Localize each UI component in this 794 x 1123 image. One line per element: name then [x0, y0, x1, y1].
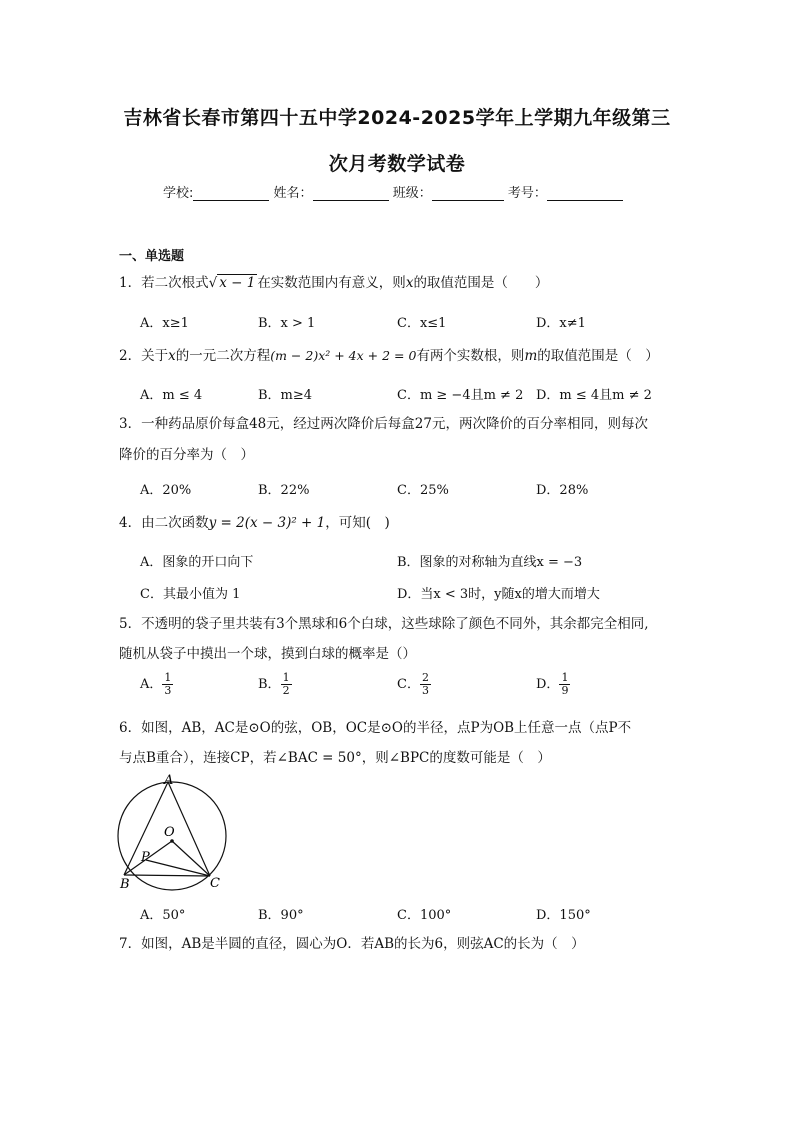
q1-radicand: x − 1 [219, 275, 256, 291]
question-3-line-1: 3．一种药品原价每盒48元，经过两次降价后每盒27元，两次降价的百分率相同，则每次 [119, 416, 648, 432]
class-label: 班级： [392, 186, 432, 201]
q2-text-post-2: 的取值范围是（ ） [537, 348, 659, 364]
label-b: B [120, 877, 130, 892]
q6-option-a[interactable]: A．50° [140, 908, 186, 923]
q1-option-b[interactable]: B．x > 1 [258, 316, 316, 331]
q5-option-b[interactable] [258, 672, 292, 697]
sqrt-symbol: √ [208, 275, 218, 291]
q5-option-a-label: A． [140, 677, 163, 692]
q4-function: y = 2(x − 3)² + 1 [208, 515, 326, 531]
denominator: 3 [421, 684, 429, 697]
q6-circle-figure [112, 772, 237, 892]
q5-option-d[interactable] [536, 672, 570, 697]
q2-text-post-1: 有两个实数根，则 [416, 348, 525, 364]
q2-option-c[interactable]: C．m ≥ −4且m ≠ 2 [397, 388, 524, 403]
school-label: 学校: [163, 186, 194, 201]
q3-option-b[interactable]: B．22% [258, 483, 310, 498]
q5-option-b-label: B． [258, 677, 281, 692]
q4-text-pre: 4．由二次函数 [119, 515, 209, 531]
q3-option-c[interactable]: C．25% [397, 483, 449, 498]
q1-option-a[interactable]: A．x≥1 [140, 316, 189, 331]
numerator: 1 [282, 671, 290, 684]
question-1 [119, 272, 548, 294]
denominator: 9 [561, 684, 569, 697]
denominator: 2 [282, 684, 290, 697]
name-field[interactable] [313, 187, 389, 201]
label-p: P [141, 850, 150, 865]
question-6-line-1: 6．如图，AB，AC是⊙O的弦，OB，OC是⊙O的半径，点P为OB上任意一点（点P不 [119, 720, 632, 736]
numerator: 1 [561, 671, 569, 684]
q1-number: 1． [119, 275, 142, 291]
q1-text-post: 的取值范围是（ ） [413, 275, 549, 291]
q2-option-d[interactable]: D．m ≤ 4且m ≠ 2 [536, 388, 652, 403]
q2-m-variable: m [524, 348, 538, 364]
q1-text-mid: 在实数范围内有意义，则 [257, 275, 406, 291]
q6-option-d[interactable]: D．150° [536, 908, 591, 923]
q2-equation: (m − 2)x² + 4x + 2 = 0 [270, 348, 417, 363]
q5-option-d-fraction [559, 672, 570, 697]
q6-option-b[interactable]: B．90° [258, 908, 304, 923]
page-title-line-2: 次月考数学试卷 [328, 153, 466, 175]
page-title-line-1: 吉林省长春市第四十五中学2024-2025学年上学期九年级第三 [123, 107, 671, 129]
q6-option-c[interactable]: C．100° [397, 908, 452, 923]
class-field[interactable] [432, 187, 504, 201]
q2-option-b[interactable]: B．m≥4 [258, 388, 313, 403]
q4-option-d[interactable]: D．当x < 3时，y随x的增大而增大 [397, 587, 600, 602]
q5-option-a-fraction [162, 672, 173, 697]
q4-option-a[interactable]: A．图象的开口向下 [140, 555, 254, 570]
question-5-line-1: 5．不透明的袋子里共装有3个黑球和6个白球，这些球除了颜色不同外，其余都完全相同, [119, 616, 649, 632]
label-o: O [164, 825, 175, 840]
question-5-line-2: 随机从袋子中摸出一个球，摸到白球的概率是（） [119, 646, 416, 662]
exam-number-label: 考号： [507, 186, 547, 201]
q5-option-d-label: D． [536, 677, 560, 692]
numerator: 1 [164, 671, 172, 684]
q2-option-a[interactable]: A．m ≤ 4 [140, 388, 203, 403]
q2-variable: x [168, 348, 176, 364]
q1-option-d[interactable]: D．x≠1 [536, 316, 586, 331]
segment-bc [124, 875, 210, 876]
q3-option-a[interactable]: A．20% [140, 483, 192, 498]
question-6-line-2: 与点B重合），连接CP，若∠BAC = 50°，则∠BPC的度数可能是（ ） [119, 750, 551, 766]
q4-option-b[interactable]: B．图象的对称轴为直线x = −3 [397, 555, 583, 570]
q5-option-c-label: C． [397, 677, 420, 692]
name-label: 姓名： [273, 186, 313, 201]
q1-text-pre: 若二次根式 [141, 275, 209, 291]
exam-number-field[interactable] [547, 187, 623, 201]
q4-option-c[interactable]: C．其最小值为 1 [140, 587, 241, 602]
q5-option-c[interactable] [397, 672, 431, 697]
numerator: 2 [421, 671, 429, 684]
q5-option-c-fraction [420, 672, 431, 697]
q5-option-b-fraction [281, 672, 292, 697]
label-a: A [164, 773, 174, 788]
question-2 [119, 345, 659, 367]
q1-variable: x [405, 275, 414, 291]
school-field[interactable] [193, 187, 269, 201]
q3-option-d[interactable]: D．28% [536, 483, 589, 498]
q2-text-mid: 的一元二次方程 [175, 348, 271, 364]
question-3-line-2: 降价的百分率为（ ） [119, 447, 254, 463]
segment-cp [146, 860, 210, 876]
section-header-single-choice: 一、单选题 [119, 249, 185, 264]
label-c: C [210, 876, 220, 891]
student-info-row [163, 182, 623, 201]
question-7-line-1: 7．如图，AB是半圆的直径，圆心为O．若AB的长为6，则弦AC的长为（ ） [119, 936, 585, 952]
question-4 [119, 512, 390, 534]
q2-text-pre: 2．关于 [119, 348, 169, 364]
q1-option-c[interactable]: C．x≤1 [397, 316, 447, 331]
q5-option-a[interactable] [140, 672, 173, 697]
denominator: 3 [164, 684, 172, 697]
q4-text-post: ，可知( ) [325, 515, 390, 531]
